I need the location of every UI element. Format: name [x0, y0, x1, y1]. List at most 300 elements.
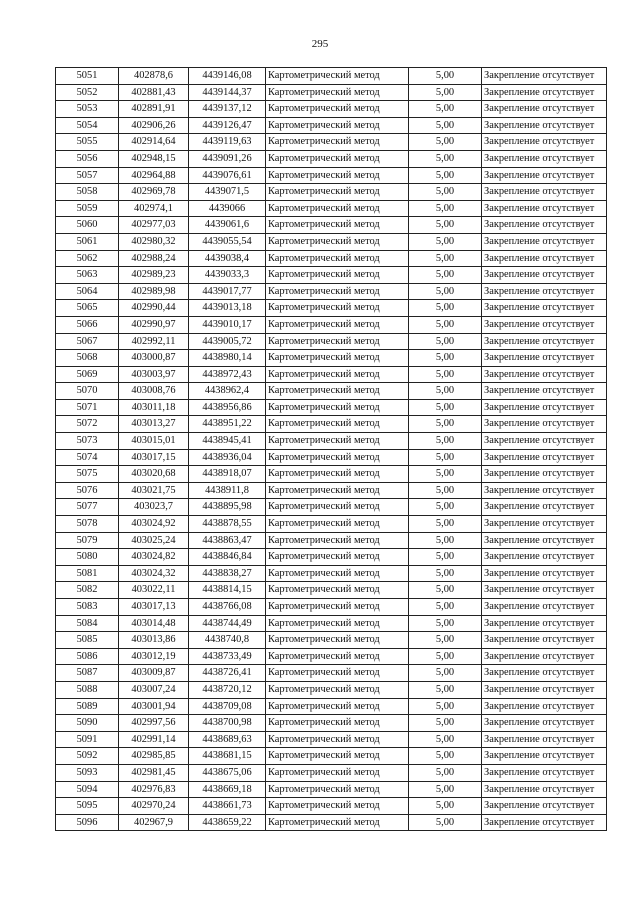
- table-row: [56, 433, 607, 450]
- x-coordinate: 402990,97: [119, 316, 189, 333]
- point-number: 5052: [56, 84, 119, 101]
- x-coordinate: 402974,1: [119, 200, 189, 217]
- table-row: [56, 300, 607, 317]
- method-cell: Картометрический метод: [266, 516, 409, 533]
- method-cell: Картометрический метод: [266, 715, 409, 732]
- fixation-cell: Закрепление отсутствует: [482, 715, 607, 732]
- x-coordinate: 403012,19: [119, 648, 189, 665]
- method-cell: Картометрический метод: [266, 399, 409, 416]
- point-number: 5059: [56, 200, 119, 217]
- y-coordinate: 4439033,3: [189, 267, 266, 284]
- point-number: 5089: [56, 698, 119, 715]
- x-coordinate: 403013,86: [119, 632, 189, 649]
- table-row: [56, 582, 607, 599]
- fixation-cell: Закрепление отсутствует: [482, 499, 607, 516]
- method-cell: Картометрический метод: [266, 632, 409, 649]
- fixation-cell: Закрепление отсутствует: [482, 233, 607, 250]
- error-cell: 5,00: [409, 300, 482, 317]
- error-cell: 5,00: [409, 399, 482, 416]
- point-number: 5066: [56, 316, 119, 333]
- error-cell: 5,00: [409, 482, 482, 499]
- error-cell: 5,00: [409, 217, 482, 234]
- x-coordinate: 402891,91: [119, 101, 189, 118]
- point-number: 5082: [56, 582, 119, 599]
- x-coordinate: 402969,78: [119, 184, 189, 201]
- method-cell: Картометрический метод: [266, 433, 409, 450]
- method-cell: Картометрический метод: [266, 814, 409, 831]
- method-cell: Картометрический метод: [266, 781, 409, 798]
- y-coordinate: 4438659,22: [189, 814, 266, 831]
- y-coordinate: 4438972,43: [189, 366, 266, 383]
- point-number: 5088: [56, 681, 119, 698]
- x-coordinate: 403014,48: [119, 615, 189, 632]
- fixation-cell: Закрепление отсутствует: [482, 316, 607, 333]
- error-cell: 5,00: [409, 532, 482, 549]
- point-number: 5086: [56, 648, 119, 665]
- table-row: [56, 333, 607, 350]
- coordinates-table: [55, 67, 607, 831]
- method-cell: Картометрический метод: [266, 764, 409, 781]
- table-row: [56, 184, 607, 201]
- table-row: [56, 200, 607, 217]
- error-cell: 5,00: [409, 715, 482, 732]
- table-row: [56, 416, 607, 433]
- method-cell: Картометрический метод: [266, 731, 409, 748]
- fixation-cell: Закрепление отсутствует: [482, 814, 607, 831]
- method-cell: Картометрический метод: [266, 466, 409, 483]
- fixation-cell: Закрепление отсутствует: [482, 68, 607, 85]
- error-cell: 5,00: [409, 167, 482, 184]
- y-coordinate: 4438814,15: [189, 582, 266, 599]
- point-number: 5094: [56, 781, 119, 798]
- y-coordinate: 4439144,37: [189, 84, 266, 101]
- error-cell: 5,00: [409, 366, 482, 383]
- table-row: [56, 150, 607, 167]
- y-coordinate: 4438689,63: [189, 731, 266, 748]
- error-cell: 5,00: [409, 798, 482, 815]
- error-cell: 5,00: [409, 748, 482, 765]
- point-number: 5078: [56, 516, 119, 533]
- error-cell: 5,00: [409, 499, 482, 516]
- x-coordinate: 402985,85: [119, 748, 189, 765]
- x-coordinate: 403021,75: [119, 482, 189, 499]
- table-row: [56, 267, 607, 284]
- fixation-cell: Закрепление отсутствует: [482, 433, 607, 450]
- x-coordinate: 402914,64: [119, 134, 189, 151]
- error-cell: 5,00: [409, 101, 482, 118]
- y-coordinate: 4438681,15: [189, 748, 266, 765]
- fixation-cell: Закрепление отсутствует: [482, 366, 607, 383]
- table-row: [56, 134, 607, 151]
- point-number: 5068: [56, 350, 119, 367]
- method-cell: Картометрический метод: [266, 283, 409, 300]
- error-cell: 5,00: [409, 333, 482, 350]
- x-coordinate: 403024,82: [119, 549, 189, 566]
- error-cell: 5,00: [409, 383, 482, 400]
- x-coordinate: 403015,01: [119, 433, 189, 450]
- x-coordinate: 402970,24: [119, 798, 189, 815]
- method-cell: Картометрический метод: [266, 68, 409, 85]
- method-cell: Картометрический метод: [266, 217, 409, 234]
- y-coordinate: 4439091,26: [189, 150, 266, 167]
- point-number: 5085: [56, 632, 119, 649]
- table-row: [56, 250, 607, 267]
- point-number: 5057: [56, 167, 119, 184]
- x-coordinate: 402989,98: [119, 283, 189, 300]
- error-cell: 5,00: [409, 648, 482, 665]
- y-coordinate: 4438744,49: [189, 615, 266, 632]
- method-cell: Картометрический метод: [266, 648, 409, 665]
- fixation-cell: Закрепление отсутствует: [482, 383, 607, 400]
- method-cell: Картометрический метод: [266, 233, 409, 250]
- y-coordinate: 4438951,22: [189, 416, 266, 433]
- fixation-cell: Закрепление отсутствует: [482, 681, 607, 698]
- point-number: 5072: [56, 416, 119, 433]
- y-coordinate: 4438740,8: [189, 632, 266, 649]
- method-cell: Картометрический метод: [266, 167, 409, 184]
- fixation-cell: Закрепление отсутствует: [482, 283, 607, 300]
- method-cell: Картометрический метод: [266, 599, 409, 616]
- method-cell: Картометрический метод: [266, 333, 409, 350]
- y-coordinate: 4438945,41: [189, 433, 266, 450]
- error-cell: 5,00: [409, 665, 482, 682]
- x-coordinate: 402906,26: [119, 117, 189, 134]
- point-number: 5067: [56, 333, 119, 350]
- y-coordinate: 4439005,72: [189, 333, 266, 350]
- error-cell: 5,00: [409, 68, 482, 85]
- method-cell: Картометрический метод: [266, 449, 409, 466]
- error-cell: 5,00: [409, 416, 482, 433]
- y-coordinate: 4439071,5: [189, 184, 266, 201]
- point-number: 5064: [56, 283, 119, 300]
- error-cell: 5,00: [409, 731, 482, 748]
- fixation-cell: Закрепление отсутствует: [482, 565, 607, 582]
- fixation-cell: Закрепление отсутствует: [482, 84, 607, 101]
- fixation-cell: Закрепление отсутствует: [482, 549, 607, 566]
- y-coordinate: 4439061,6: [189, 217, 266, 234]
- y-coordinate: 4438675,06: [189, 764, 266, 781]
- point-number: 5075: [56, 466, 119, 483]
- method-cell: Картометрический метод: [266, 681, 409, 698]
- fixation-cell: Закрепление отсутствует: [482, 134, 607, 151]
- x-coordinate: 402980,32: [119, 233, 189, 250]
- point-number: 5051: [56, 68, 119, 85]
- error-cell: 5,00: [409, 316, 482, 333]
- x-coordinate: 403017,15: [119, 449, 189, 466]
- point-number: 5077: [56, 499, 119, 516]
- table-row: [56, 482, 607, 499]
- table-row: [56, 316, 607, 333]
- method-cell: Картометрический метод: [266, 698, 409, 715]
- y-coordinate: 4438962,4: [189, 383, 266, 400]
- x-coordinate: 403007,24: [119, 681, 189, 698]
- point-number: 5061: [56, 233, 119, 250]
- error-cell: 5,00: [409, 117, 482, 134]
- error-cell: 5,00: [409, 814, 482, 831]
- error-cell: 5,00: [409, 565, 482, 582]
- method-cell: Картометрический метод: [266, 267, 409, 284]
- x-coordinate: 403024,92: [119, 516, 189, 533]
- fixation-cell: Закрепление отсутствует: [482, 731, 607, 748]
- point-number: 5083: [56, 599, 119, 616]
- x-coordinate: 403009,87: [119, 665, 189, 682]
- y-coordinate: 4438918,07: [189, 466, 266, 483]
- table-row: [56, 350, 607, 367]
- method-cell: Картометрический метод: [266, 300, 409, 317]
- error-cell: 5,00: [409, 516, 482, 533]
- table-row: [56, 399, 607, 416]
- fixation-cell: Закрепление отсутствует: [482, 599, 607, 616]
- fixation-cell: Закрепление отсутствует: [482, 532, 607, 549]
- fixation-cell: Закрепление отсутствует: [482, 516, 607, 533]
- x-coordinate: 402988,24: [119, 250, 189, 267]
- error-cell: 5,00: [409, 781, 482, 798]
- point-number: 5073: [56, 433, 119, 450]
- fixation-cell: Закрепление отсутствует: [482, 333, 607, 350]
- x-coordinate: 403022,11: [119, 582, 189, 599]
- fixation-cell: Закрепление отсутствует: [482, 764, 607, 781]
- error-cell: 5,00: [409, 632, 482, 649]
- x-coordinate: 402991,14: [119, 731, 189, 748]
- x-coordinate: 403020,68: [119, 466, 189, 483]
- point-number: 5080: [56, 549, 119, 566]
- y-coordinate: 4438980,14: [189, 350, 266, 367]
- method-cell: Картометрический метод: [266, 350, 409, 367]
- error-cell: 5,00: [409, 549, 482, 566]
- error-cell: 5,00: [409, 150, 482, 167]
- error-cell: 5,00: [409, 283, 482, 300]
- method-cell: Картометрический метод: [266, 117, 409, 134]
- fixation-cell: Закрепление отсутствует: [482, 582, 607, 599]
- y-coordinate: 4438733,49: [189, 648, 266, 665]
- table-row: [56, 781, 607, 798]
- point-number: 5071: [56, 399, 119, 416]
- table-row: [56, 599, 607, 616]
- x-coordinate: 403011,18: [119, 399, 189, 416]
- table-row: [56, 632, 607, 649]
- point-number: 5084: [56, 615, 119, 632]
- error-cell: 5,00: [409, 681, 482, 698]
- y-coordinate: 4439146,08: [189, 68, 266, 85]
- y-coordinate: 4438895,98: [189, 499, 266, 516]
- x-coordinate: 403023,7: [119, 499, 189, 516]
- fixation-cell: Закрепление отсутствует: [482, 217, 607, 234]
- method-cell: Картометрический метод: [266, 565, 409, 582]
- table-row: [56, 764, 607, 781]
- method-cell: Картометрический метод: [266, 101, 409, 118]
- method-cell: Картометрический метод: [266, 134, 409, 151]
- table-row: [56, 748, 607, 765]
- table-row: [56, 466, 607, 483]
- y-coordinate: 4438956,86: [189, 399, 266, 416]
- y-coordinate: 4439066: [189, 200, 266, 217]
- y-coordinate: 4439017,77: [189, 283, 266, 300]
- table-row: [56, 449, 607, 466]
- table-row: [56, 68, 607, 85]
- table-row: [56, 798, 607, 815]
- error-cell: 5,00: [409, 233, 482, 250]
- table-row: [56, 233, 607, 250]
- fixation-cell: Закрепление отсутствует: [482, 748, 607, 765]
- table-row: [56, 101, 607, 118]
- y-coordinate: 4438720,12: [189, 681, 266, 698]
- fixation-cell: Закрепление отсутствует: [482, 350, 607, 367]
- point-number: 5070: [56, 383, 119, 400]
- method-cell: Картометрический метод: [266, 184, 409, 201]
- x-coordinate: 402981,45: [119, 764, 189, 781]
- x-coordinate: 402948,15: [119, 150, 189, 167]
- table-row: [56, 648, 607, 665]
- x-coordinate: 403001,94: [119, 698, 189, 715]
- table-body: [56, 68, 607, 831]
- y-coordinate: 4439038,4: [189, 250, 266, 267]
- x-coordinate: 402878,6: [119, 68, 189, 85]
- fixation-cell: Закрепление отсутствует: [482, 632, 607, 649]
- table-row: [56, 698, 607, 715]
- fixation-cell: Закрепление отсутствует: [482, 117, 607, 134]
- method-cell: Картометрический метод: [266, 665, 409, 682]
- y-coordinate: 4438878,55: [189, 516, 266, 533]
- error-cell: 5,00: [409, 184, 482, 201]
- table-row: [56, 84, 607, 101]
- y-coordinate: 4438661,73: [189, 798, 266, 815]
- fixation-cell: Закрепление отсутствует: [482, 449, 607, 466]
- y-coordinate: 4439055,54: [189, 233, 266, 250]
- table-row: [56, 665, 607, 682]
- x-coordinate: 403013,27: [119, 416, 189, 433]
- table-row: [56, 366, 607, 383]
- y-coordinate: 4438726,41: [189, 665, 266, 682]
- table-row: [56, 383, 607, 400]
- x-coordinate: 403003,97: [119, 366, 189, 383]
- fixation-cell: Закрепление отсутствует: [482, 615, 607, 632]
- point-number: 5054: [56, 117, 119, 134]
- error-cell: 5,00: [409, 466, 482, 483]
- table-row: [56, 532, 607, 549]
- error-cell: 5,00: [409, 134, 482, 151]
- y-coordinate: 4438669,18: [189, 781, 266, 798]
- x-coordinate: 403017,13: [119, 599, 189, 616]
- table-row: [56, 681, 607, 698]
- y-coordinate: 4438700,98: [189, 715, 266, 732]
- fixation-cell: Закрепление отсутствует: [482, 482, 607, 499]
- method-cell: Картометрический метод: [266, 200, 409, 217]
- x-coordinate: 402976,83: [119, 781, 189, 798]
- fixation-cell: Закрепление отсутствует: [482, 416, 607, 433]
- table-row: [56, 565, 607, 582]
- point-number: 5065: [56, 300, 119, 317]
- fixation-cell: Закрепление отсутствует: [482, 267, 607, 284]
- y-coordinate: 4438863,47: [189, 532, 266, 549]
- point-number: 5081: [56, 565, 119, 582]
- fixation-cell: Закрепление отсутствует: [482, 798, 607, 815]
- table-row: [56, 615, 607, 632]
- x-coordinate: 402997,56: [119, 715, 189, 732]
- fixation-cell: Закрепление отсутствует: [482, 781, 607, 798]
- table-row: [56, 814, 607, 831]
- error-cell: 5,00: [409, 582, 482, 599]
- fixation-cell: Закрепление отсутствует: [482, 648, 607, 665]
- method-cell: Картометрический метод: [266, 582, 409, 599]
- fixation-cell: Закрепление отсутствует: [482, 300, 607, 317]
- point-number: 5093: [56, 764, 119, 781]
- table-row: [56, 283, 607, 300]
- y-coordinate: 4439126,47: [189, 117, 266, 134]
- error-cell: 5,00: [409, 433, 482, 450]
- method-cell: Картометрический метод: [266, 383, 409, 400]
- point-number: 5053: [56, 101, 119, 118]
- method-cell: Картометрический метод: [266, 150, 409, 167]
- x-coordinate: 402967,9: [119, 814, 189, 831]
- y-coordinate: 4439119,63: [189, 134, 266, 151]
- fixation-cell: Закрепление отсутствует: [482, 665, 607, 682]
- error-cell: 5,00: [409, 200, 482, 217]
- y-coordinate: 4438838,27: [189, 565, 266, 582]
- point-number: 5092: [56, 748, 119, 765]
- point-number: 5090: [56, 715, 119, 732]
- table-row: [56, 117, 607, 134]
- y-coordinate: 4438846,84: [189, 549, 266, 566]
- table-row: [56, 217, 607, 234]
- fixation-cell: Закрепление отсутствует: [482, 184, 607, 201]
- point-number: 5058: [56, 184, 119, 201]
- y-coordinate: 4438709,08: [189, 698, 266, 715]
- y-coordinate: 4439010,17: [189, 316, 266, 333]
- method-cell: Картометрический метод: [266, 798, 409, 815]
- error-cell: 5,00: [409, 764, 482, 781]
- x-coordinate: 403000,87: [119, 350, 189, 367]
- x-coordinate: 403008,76: [119, 383, 189, 400]
- x-coordinate: 402990,44: [119, 300, 189, 317]
- method-cell: Картометрический метод: [266, 366, 409, 383]
- fixation-cell: Закрепление отсутствует: [482, 101, 607, 118]
- table-row: [56, 167, 607, 184]
- method-cell: Картометрический метод: [266, 748, 409, 765]
- point-number: 5060: [56, 217, 119, 234]
- point-number: 5079: [56, 532, 119, 549]
- fixation-cell: Закрепление отсутствует: [482, 250, 607, 267]
- point-number: 5087: [56, 665, 119, 682]
- method-cell: Картометрический метод: [266, 549, 409, 566]
- method-cell: Картометрический метод: [266, 250, 409, 267]
- fixation-cell: Закрепление отсутствует: [482, 466, 607, 483]
- x-coordinate: 402977,03: [119, 217, 189, 234]
- page-number: 295: [311, 38, 329, 50]
- table-row: [56, 549, 607, 566]
- method-cell: Картометрический метод: [266, 532, 409, 549]
- error-cell: 5,00: [409, 698, 482, 715]
- point-number: 5074: [56, 449, 119, 466]
- table-row: [56, 731, 607, 748]
- x-coordinate: 403025,24: [119, 532, 189, 549]
- y-coordinate: 4439013,18: [189, 300, 266, 317]
- fixation-cell: Закрепление отсутствует: [482, 150, 607, 167]
- fixation-cell: Закрепление отсутствует: [482, 399, 607, 416]
- method-cell: Картометрический метод: [266, 84, 409, 101]
- point-number: 5091: [56, 731, 119, 748]
- point-number: 5063: [56, 267, 119, 284]
- fixation-cell: Закрепление отсутствует: [482, 200, 607, 217]
- fixation-cell: Закрепление отсутствует: [482, 167, 607, 184]
- error-cell: 5,00: [409, 350, 482, 367]
- error-cell: 5,00: [409, 250, 482, 267]
- method-cell: Картометрический метод: [266, 499, 409, 516]
- method-cell: Картометрический метод: [266, 316, 409, 333]
- y-coordinate: 4438911,8: [189, 482, 266, 499]
- error-cell: 5,00: [409, 599, 482, 616]
- point-number: 5055: [56, 134, 119, 151]
- method-cell: Картометрический метод: [266, 482, 409, 499]
